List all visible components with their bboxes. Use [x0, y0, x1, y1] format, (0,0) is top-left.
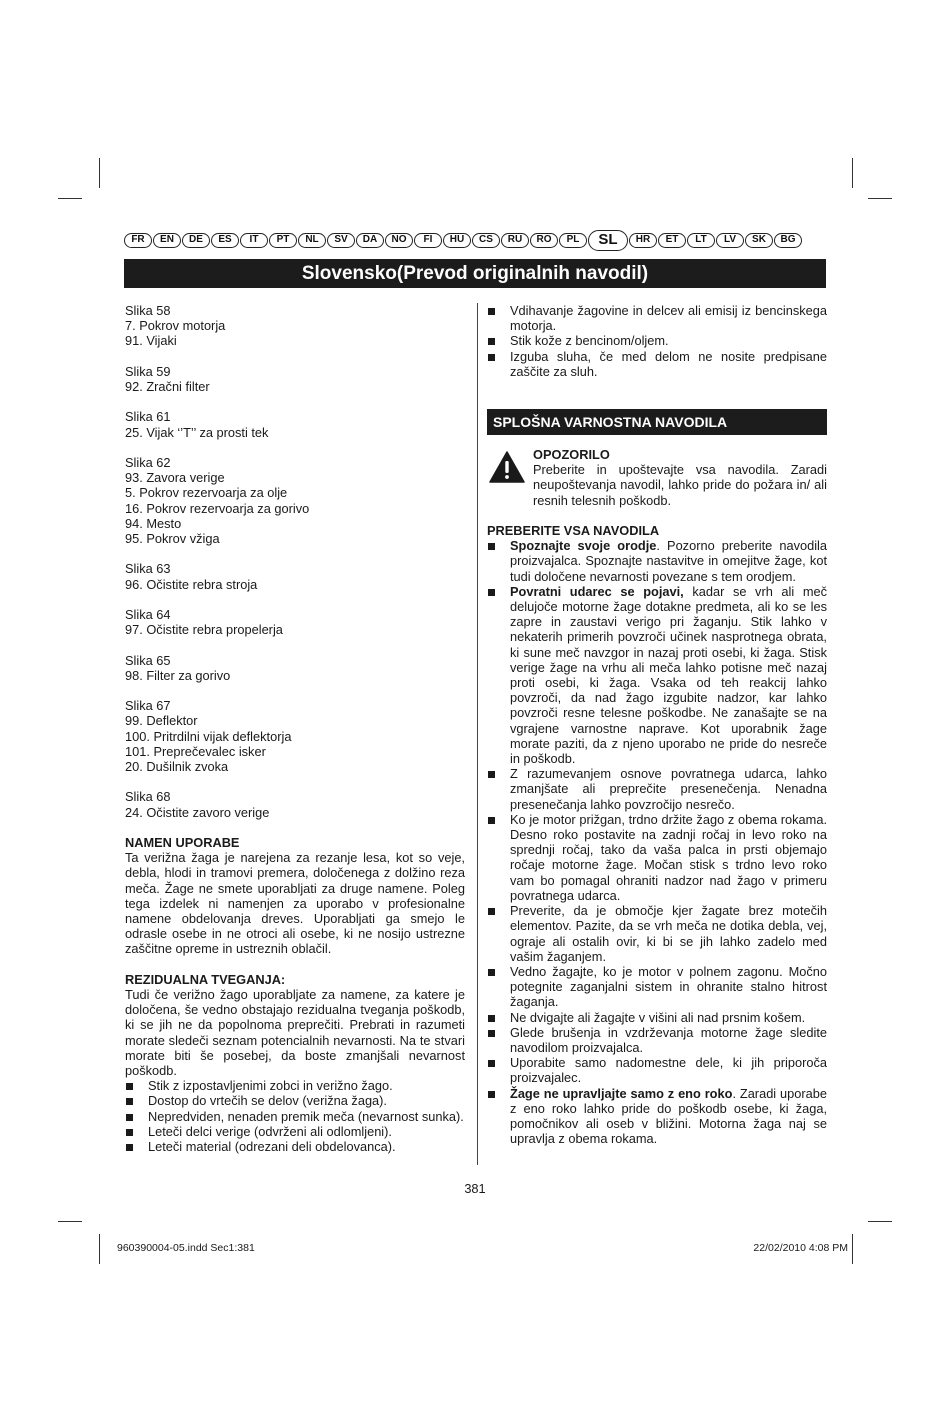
figure-item: 91. Vijaki	[125, 333, 177, 349]
figure-item: 24. Očistite zavoro verige	[125, 804, 270, 820]
figure-item: 92. Zračni filter	[125, 379, 210, 394]
list-item: Preverite, da je območje kjer žagate brez motečih elementov. Pazite, da se vrh meča ne dotika debla, vej, ograje ali ostalih ovir, ki bi se jih lahko zadelo med vašim žaganjem.	[487, 903, 827, 964]
crop-mark	[868, 198, 892, 199]
language-tab-es: ES	[211, 233, 239, 248]
list-item: Izguba sluha, če med delom ne nosite predpisane zaščite za sluh.	[487, 349, 827, 379]
list-item: Stik z izpostavljenimi zobci in verižno žago.	[125, 1078, 465, 1093]
language-tab-da: DA	[356, 233, 384, 248]
list-item: Povratni udarec se pojavi, kadar se vrh ali meč delujoče motorne žage dotakne predmeta, ali ko se les zapre in zaustavi verigo pri žaganju. Stik lahko v nekaterih primerih povzroči učinek nasprotnega obrata, ki sune meč navzgor in nazaj proti osebi, ki žaga. Stisk verige žage na vrhu ali meča lahko potisne meč nazaj proti osebi, ki žaga. Vsaka od teh reakcij lahko povzroči, da nad žago izgubite nadzor, kar lahko povzroči resne telesne poškodbe. Ne zanašajte se na vgrajene varnostne naprave. Kot uporabnik žage morate paziti, da z njeno uporabo ne pride do nesreče in poškodb.	[487, 584, 827, 766]
list-item: Ne dvigajte ali žagajte v višini ali nad prsnim košem.	[487, 1010, 827, 1025]
crop-mark	[852, 1234, 853, 1264]
language-tab-ro: RO	[530, 233, 558, 248]
figure-title: Slika 67	[125, 698, 171, 714]
figure-item: 99. Deflektor	[125, 713, 198, 729]
figure-item: 16. Pokrov rezervoarja za gorivo	[125, 500, 310, 516]
figure-item: 94. Mesto	[125, 515, 182, 531]
figure-item: 97. Očistite rebra propelerja	[125, 622, 283, 638]
footer-timestamp: 22/02/2010 4:08 PM	[753, 1242, 848, 1254]
figure-item: 95. Pokrov vžiga	[125, 531, 220, 546]
figure-item: 5. Pokrov rezervoarja za olje	[125, 485, 288, 501]
page-title: Slovensko(Prevod originalnih navodil)	[124, 259, 826, 288]
figure-item: 101. Preprečevalec isker	[125, 743, 266, 759]
rezidualna-bullet-list	[125, 1078, 465, 1154]
figure-item: 96. Očistite rebra stroja	[125, 576, 258, 592]
rezidualna-text: Tudi če verižno žago uporabljate za namene, za katere je določena, še vedno obstajajo rezidualna tveganja poškodb, ki se jih ne da popolnoma preprečiti. Prebrati in razumeti morate sledeči seznam potencialnih nevarnosti. Na te stvari morate biti še posebej, da boste zmanjšali nevarnost poškodb.	[125, 986, 465, 1078]
list-item: Dostop do vrtečih se delov (verižna žaga).	[125, 1093, 465, 1108]
language-tab-it: IT	[240, 233, 268, 248]
language-tab-sk: SK	[745, 233, 773, 248]
language-tab-cs: CS	[472, 233, 500, 248]
right-column	[487, 303, 827, 1146]
figure-item: 98. Filter za gorivo	[125, 667, 231, 683]
warning-box	[487, 447, 827, 508]
language-tab-sl: SL	[588, 230, 628, 251]
crop-mark	[852, 158, 853, 188]
language-tabs	[124, 230, 828, 250]
warning-text: Preberite in upoštevajte vsa navodila. Zaradi neupoštevanja navodil, lahko pride do požara in/ ali resnih telesnih poškodb.	[533, 462, 827, 508]
figure-title: Slika 61	[125, 409, 171, 425]
crop-mark	[58, 1221, 82, 1222]
read-all-heading: PREBERITE VSA NAVODILA	[487, 523, 660, 539]
language-tab-de: DE	[182, 233, 210, 248]
rezidualna-heading: REZIDUALNA TVEGANJA:	[125, 971, 286, 987]
list-item: Uporabite samo nadomestne dele, ki jih priporoča proizvajalec.	[487, 1055, 827, 1085]
figure-item: 20. Dušilnik zvoka	[125, 758, 229, 774]
warning-title: OPOZORILO	[533, 447, 610, 463]
list-item: Stik kože z bencinom/oljem.	[487, 333, 827, 348]
language-tab-bg: BG	[774, 233, 802, 248]
list-item: Vdihavanje žagovine in delcev ali emisij iz bencinskega motorja.	[487, 303, 827, 333]
figure-item: 25. Vijak ‘’T’’ za prosti tek	[125, 424, 269, 440]
namen-text: Ta verižna žaga je narejena za rezanje lesa, kot so veje, debla, hlodi in tramovi premera, določenega z dolžino reza meča. Žage ne smete uporabljati za druge namene. Poleg tega izdelek ni namenjen za uporabo v profesionalne namene obdelovanja dreves. Uporabljati ga smejo le odrasle osebe in ne otroci ali osebe, ki ne nosijo ustrezne zaščitne opreme in ustreznih oblačil.	[125, 850, 465, 957]
language-tab-en: EN	[153, 233, 181, 248]
language-tab-nl: NL	[298, 233, 326, 248]
risk-bullet-list	[487, 303, 827, 379]
figure-title: Slika 63	[125, 561, 171, 577]
figure-title: Slika 59	[125, 363, 171, 379]
figure-legend-list	[125, 303, 465, 835]
language-tab-lt: LT	[687, 233, 715, 248]
left-column	[125, 303, 465, 1154]
language-tab-pl: PL	[559, 233, 587, 248]
figure-title: Slika 64	[125, 606, 171, 622]
list-item: Spoznajte svoje orodje. Pozorno preberite navodila proizvajalca. Spoznajte nastavitve in omejitve žage, kot tudi določene nevarnosti povezane s tem orodjem.	[487, 538, 827, 584]
language-tab-pt: PT	[269, 233, 297, 248]
language-tab-no: NO	[385, 233, 413, 248]
figure-title: Slika 68	[125, 789, 171, 805]
list-item: Leteči material (odrezani deli obdelovanca).	[125, 1139, 465, 1154]
crop-mark	[99, 1234, 100, 1264]
warning-icon	[489, 451, 525, 483]
language-tab-lv: LV	[716, 233, 744, 248]
list-item: Vedno žagajte, ko je motor v polnem zagonu. Močno potegnite zaganjalni sistem in ohranite stalno hitrost žaganja.	[487, 964, 827, 1010]
crop-mark	[99, 158, 100, 188]
figure-title: Slika 65	[125, 652, 171, 668]
language-tab-et: ET	[658, 233, 686, 248]
figure-title: Slika 62	[125, 454, 171, 470]
list-item: Žage ne upravljajte samo z eno roko. Zaradi uporabe z eno roko lahko pride do poškodb osebe, ki žaga, pomočnikov ali oseb v bližini. Motorna žaga naj se upravlja z obema rokama.	[487, 1086, 827, 1147]
footer-file-info: 960390004-05.indd Sec1:381	[117, 1242, 255, 1254]
list-item: Z razumevanjem osnove povratnega udarca, lahko zmanjšate ali preprečite presenečenja. Nenadna presenečanja lahko povzročijo nesrečo.	[487, 766, 827, 812]
language-tab-sv: SV	[327, 233, 355, 248]
figure-item: 93. Zavora verige	[125, 470, 225, 486]
language-tab-hu: HU	[443, 233, 471, 248]
namen-heading: NAMEN UPORABE	[125, 834, 240, 850]
crop-mark	[868, 1221, 892, 1222]
column-divider	[477, 303, 478, 1165]
figure-item: 100. Pritrdilni vijak deflektorja	[125, 728, 292, 744]
language-tab-fi: FI	[414, 233, 442, 248]
page-number: 381	[464, 1181, 486, 1196]
section-heading: SPLOŠNA VARNOSTNA NAVODILA	[487, 409, 827, 435]
figure-title: Slika 58	[125, 303, 171, 318]
safety-bullet-list	[487, 538, 827, 1146]
figure-item: 7. Pokrov motorja	[125, 318, 226, 334]
crop-mark	[58, 198, 82, 199]
list-item: Ko je motor prižgan, trdno držite žago z obema rokama. Desno roko postavite na zadnji ročaj in levo roko na sprednji ročaj, tako da vaša palca in prsti objemajo ročaje motorne žage. Močan stisk s trdno levo roko vam bo pomagal ohraniti nadzor nad žago v primeru povratnega udarca.	[487, 812, 827, 903]
list-item: Nepredviden, nenaden premik meča (nevarnost sunka).	[125, 1109, 465, 1124]
language-tab-ru: RU	[501, 233, 529, 248]
list-item: Glede brušenja in vzdrževanja motorne žage sledite navodilom proizvajalca.	[487, 1025, 827, 1055]
language-tab-hr: HR	[629, 233, 657, 248]
language-tab-fr: FR	[124, 233, 152, 248]
list-item: Leteči delci verige (odvrženi ali odlomljeni).	[125, 1124, 465, 1139]
